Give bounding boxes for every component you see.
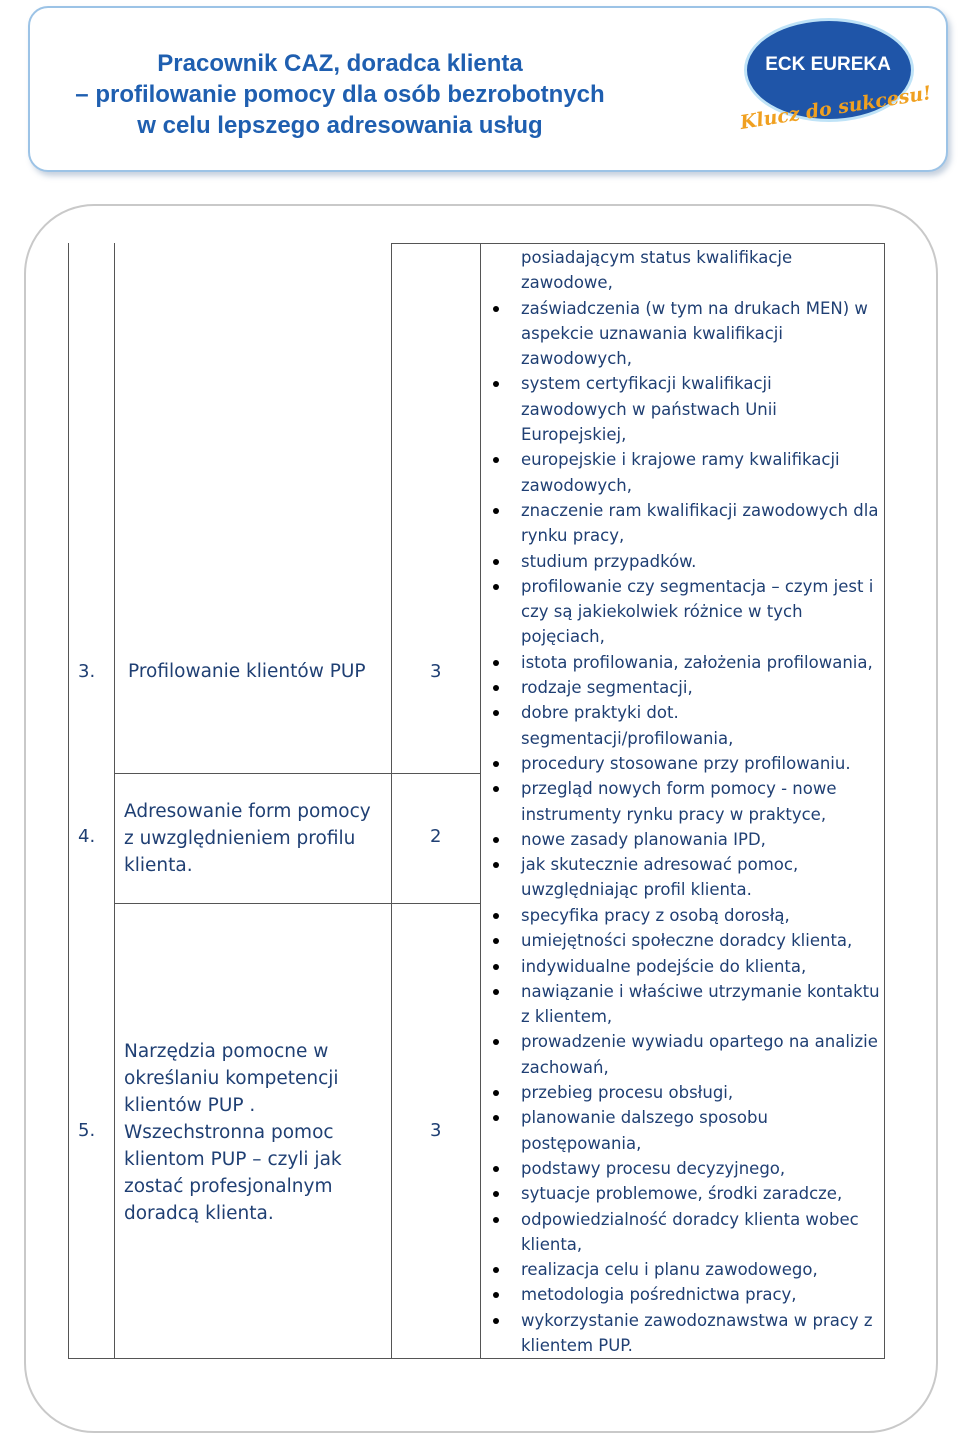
list-item: znaczenie ram kwalifikacji zawodowych dla rynku pracy, bbox=[490, 498, 880, 549]
row-number: 3. bbox=[78, 661, 96, 682]
list-item: europejskie i krajowe ramy kwalifikacji zawodowych, bbox=[490, 447, 880, 498]
list-item: zaświadczenia (w tym na drukach MEN) w aspekcie uznawania kwalifikacji zawodowych, bbox=[490, 296, 880, 372]
grid-line bbox=[391, 243, 885, 244]
list-item: nawiązanie i właściwe utrzymanie kontaktu z klientem, bbox=[490, 979, 880, 1030]
grid-line bbox=[391, 243, 392, 1359]
content-list bbox=[490, 903, 880, 1358]
row-hours: 3 bbox=[430, 661, 442, 682]
list-item: system certyfikacji kwalifikacji zawodowych w państwach Unii Europejskiej, bbox=[490, 371, 880, 447]
grid-line bbox=[391, 903, 481, 904]
list-item: indywidualne podejście do klienta, bbox=[490, 954, 880, 979]
grid-line bbox=[391, 773, 481, 774]
list-item: jak skutecznie adresować pomoc, uwzględniając profil klienta. bbox=[490, 852, 880, 903]
grid-line bbox=[114, 243, 115, 1359]
row-hours: 3 bbox=[430, 1120, 442, 1141]
row-topic: Adresowanie form pomocy z uwzględnieniem profilu klienta. bbox=[124, 801, 371, 876]
list-item: planowanie dalszego sposobu postępowania, bbox=[490, 1105, 880, 1156]
list-item: prowadzenie wywiadu opartego na analizie zachowań, bbox=[490, 1029, 880, 1080]
title-line-1: Pracownik CAZ, doradca klienta bbox=[157, 50, 523, 77]
grid-line bbox=[114, 903, 391, 904]
list-item: realizacja celu i planu zawodowego, bbox=[490, 1257, 880, 1282]
list-item: istota profilowania, założenia profilowania, bbox=[490, 650, 880, 675]
list-item: metodologia pośrednictwa pracy, bbox=[490, 1282, 880, 1307]
row-number: 4. bbox=[78, 826, 96, 847]
row-topic: Profilowanie klientów PUP bbox=[128, 661, 366, 682]
list-item: sytuacje problemowe, środki zaradcze, bbox=[490, 1181, 880, 1206]
list-item: podstawy procesu decyzyjnego, bbox=[490, 1156, 880, 1181]
logo-name: ECK EUREKA bbox=[765, 54, 891, 75]
list-item: nowe zasady planowania IPD, bbox=[490, 827, 880, 852]
list-item: rodzaje segmentacji, bbox=[490, 675, 880, 700]
list-item: profilowanie czy segmentacja – czym jest i czy są jakiekolwiek różnice w tych pojęciach, bbox=[490, 574, 880, 650]
row-number: 5. bbox=[78, 1120, 96, 1141]
grid-line bbox=[68, 243, 69, 1359]
list-item: posiadającym status kwalifikacje zawodowe, bbox=[521, 248, 793, 293]
page-title bbox=[40, 48, 640, 141]
list-item: umiejętności społeczne doradcy klienta, bbox=[490, 928, 880, 953]
grid-line bbox=[884, 243, 885, 1359]
row-topic: Narzędzia pomocne w określaniu kompetencji klientów PUP . Wszechstronna pomoc klientom PUP – czyli jak zostać profesjonalnym doradcą klienta. bbox=[124, 1041, 342, 1224]
title-line-2: – profilowanie pomocy dla osób bezrobotnych bbox=[75, 81, 605, 108]
grid-line bbox=[114, 773, 391, 774]
list-item: studium przypadków. bbox=[490, 549, 880, 574]
list-item: dobre praktyki dot. segmentacji/profilowania, bbox=[490, 700, 880, 751]
logo-slogan: Klucz do sukcesu! bbox=[738, 82, 933, 134]
content-list bbox=[490, 245, 880, 903]
list-item: wykorzystanie zawodoznawstwa w pracy z klientem PUP. bbox=[490, 1308, 880, 1359]
grid-line bbox=[480, 243, 481, 1359]
list-item: przebieg procesu obsługi, bbox=[490, 1080, 880, 1105]
list-item: procedury stosowane przy profilowaniu. bbox=[490, 751, 880, 776]
row-hours: 2 bbox=[430, 826, 442, 847]
list-item: przegląd nowych form pomocy - nowe instrumenty rynku pracy w praktyce, bbox=[490, 776, 880, 827]
title-line-3: w celu lepszego adresowania usług bbox=[137, 112, 543, 139]
list-item: odpowiedzialność doradcy klienta wobec klienta, bbox=[490, 1207, 880, 1258]
list-item: specyfika pracy z osobą dorosłą, bbox=[490, 903, 880, 928]
